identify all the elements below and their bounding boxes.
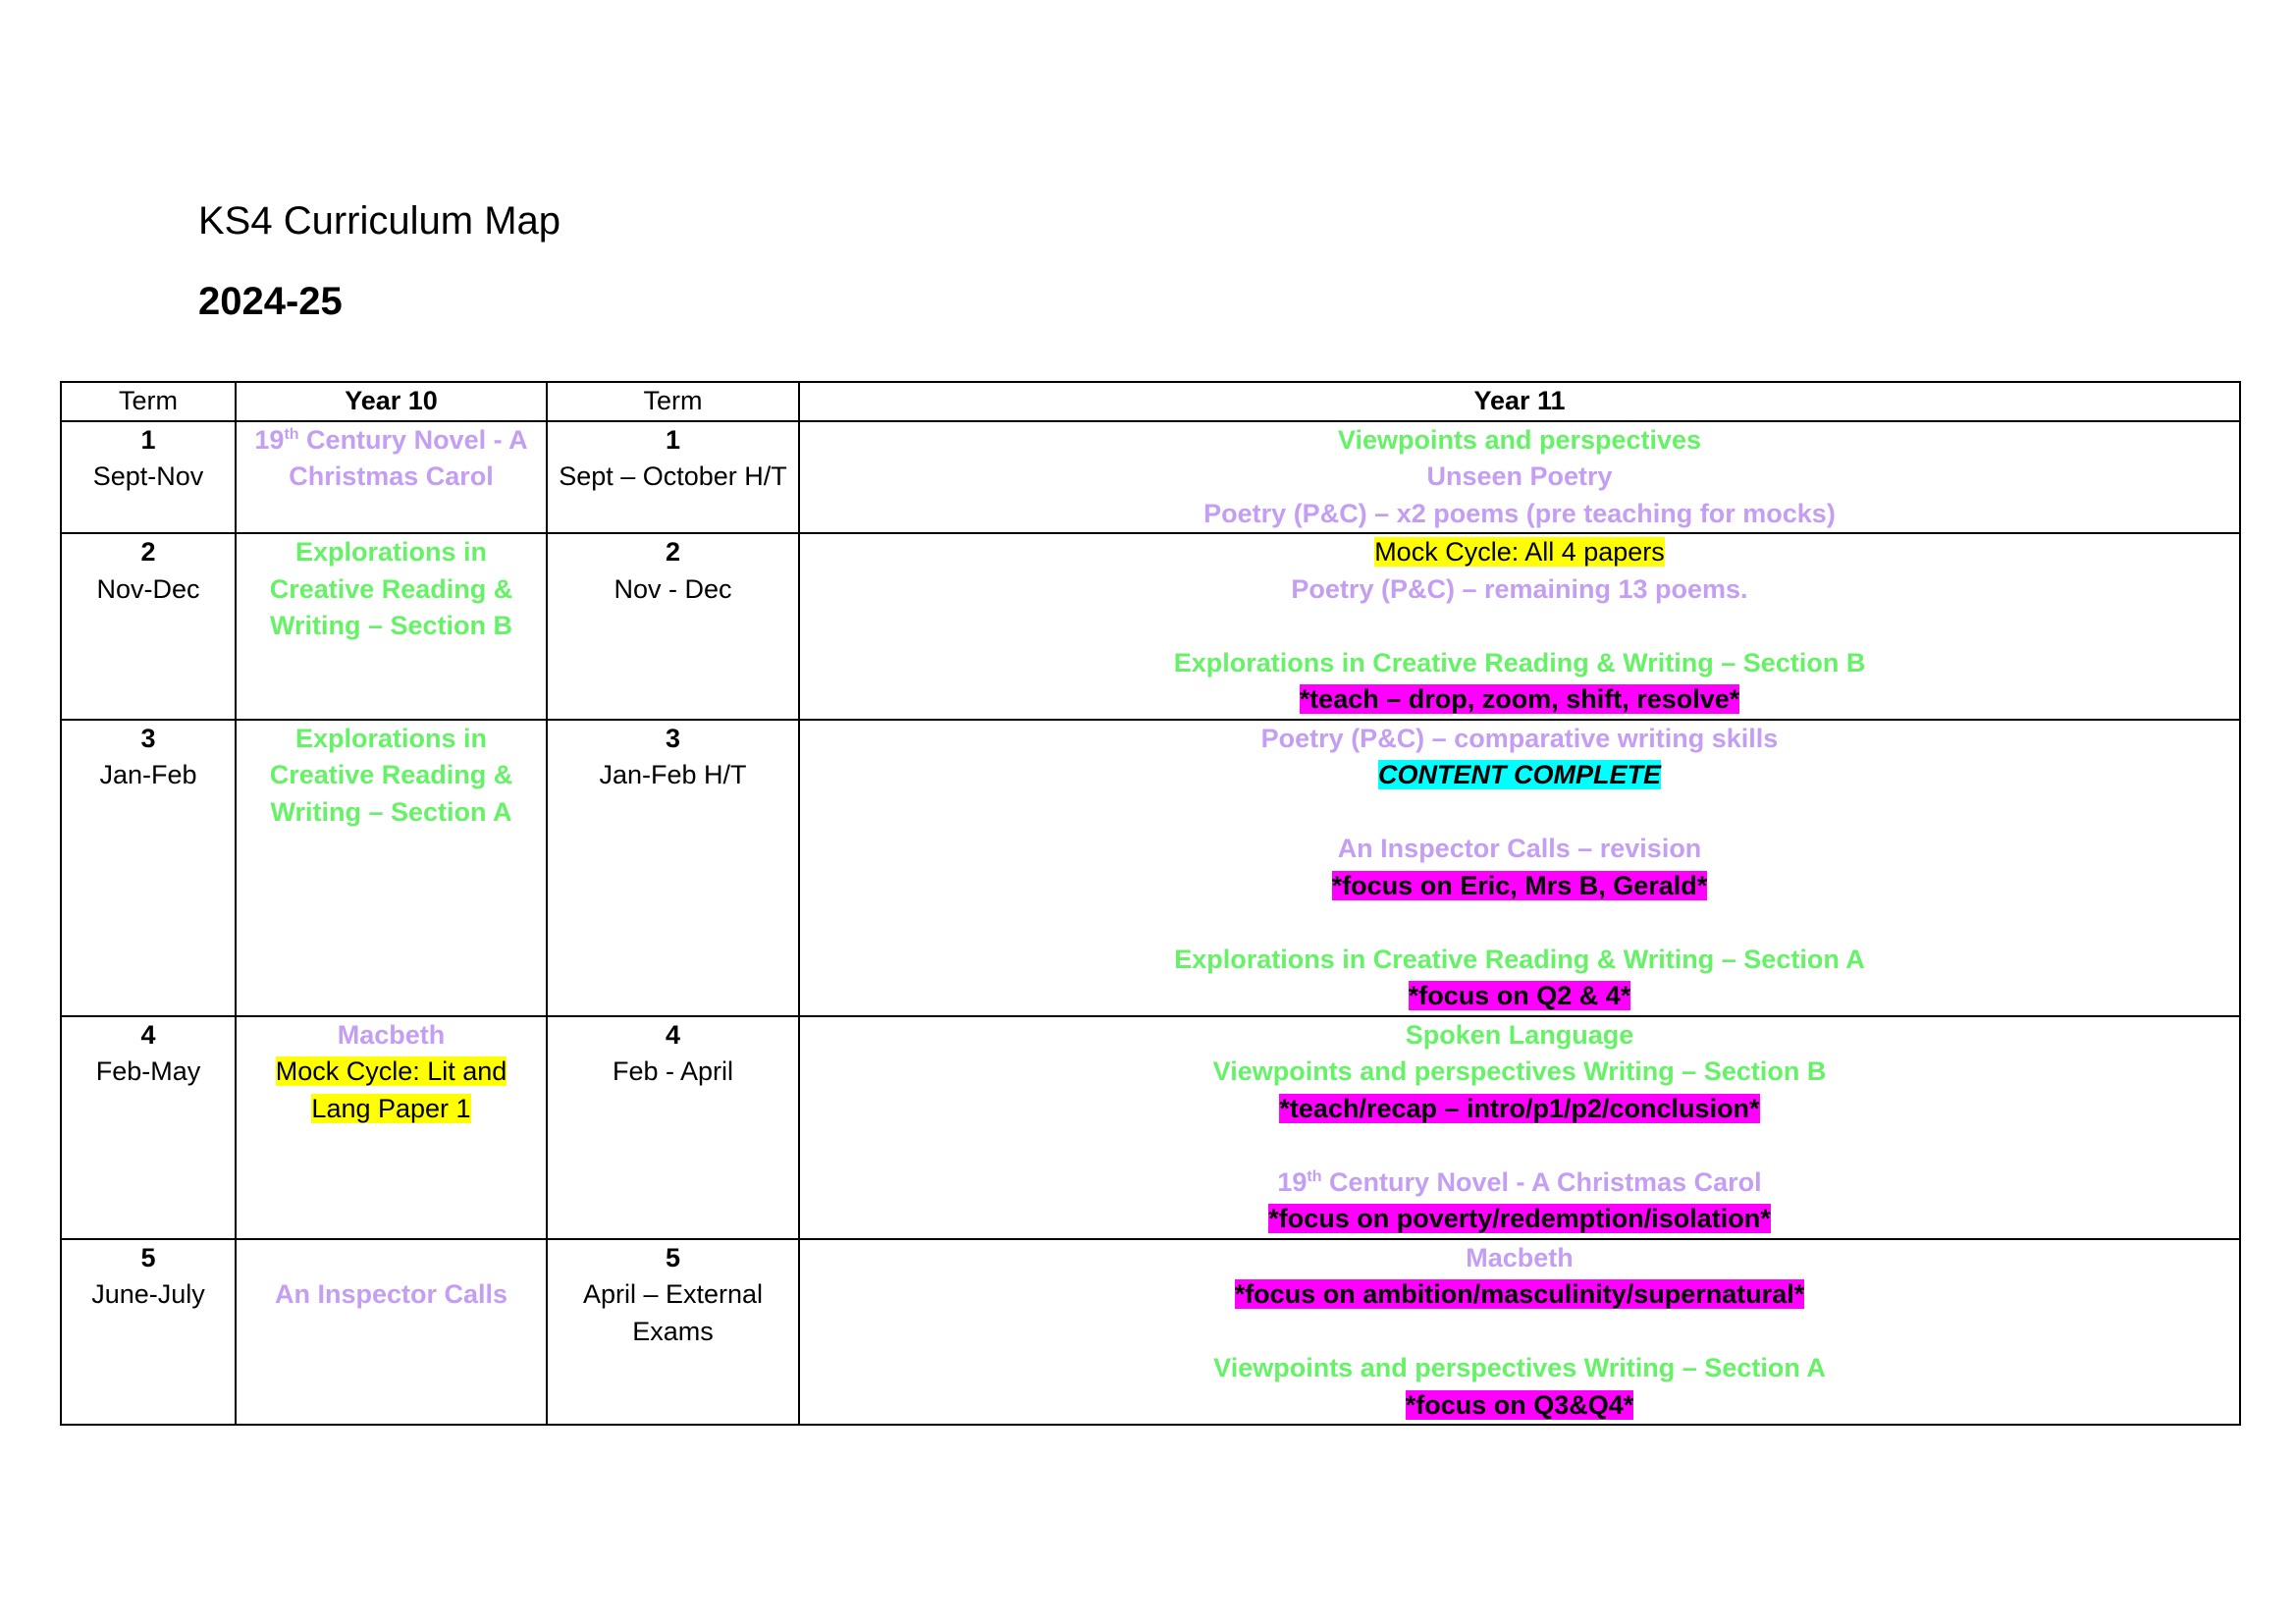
term-cell [61, 1016, 236, 1239]
focus-note: *focus on Q2 & 4* [1408, 981, 1631, 1010]
topic-text: Century Novel - A Christmas Carol [1321, 1166, 1762, 1197]
term-number: 4 [665, 1019, 681, 1050]
y11-topic: Explorations in Creative Reading & Writing – Section B [1173, 647, 1866, 677]
y11-topic: Unseen Poetry [1426, 461, 1613, 491]
focus-note: *teach/recap – intro/p1/p2/conclusion* [1279, 1093, 1760, 1123]
term-number: 1 [140, 424, 156, 455]
table-row [61, 1016, 2240, 1239]
term-number: 5 [665, 1242, 681, 1272]
table-row [61, 533, 2240, 720]
y10-topic: Explorations in Creative Reading & Writing – Section A [269, 723, 513, 827]
term-cell [547, 1016, 799, 1239]
year10-content-cell [236, 1239, 547, 1426]
header-year-10: Year 10 [236, 382, 547, 421]
focus-note: *teach – drop, zoom, shift, resolve* [1299, 684, 1740, 714]
focus-note: *focus on Q3&Q4* [1405, 1389, 1634, 1420]
y11-topic: Macbeth [1466, 1242, 1574, 1272]
term-range: Jan-Feb [99, 760, 197, 789]
y10-topic: Macbeth [337, 1019, 446, 1050]
term-range: Jan-Feb H/T [599, 760, 747, 789]
year11-content-cell [799, 1016, 2240, 1239]
y11-topic: Poetry (P&C) – comparative writing skills [1260, 723, 1779, 753]
header-year-11: Year 11 [799, 382, 2240, 421]
curriculum-table [60, 381, 2241, 1426]
term-number: 1 [665, 424, 681, 455]
term-range: Sept-Nov [92, 461, 204, 491]
term-cell [547, 533, 799, 720]
y10-topic: An Inspector Calls [274, 1279, 508, 1309]
table-row [61, 421, 2240, 534]
table-header-row [61, 382, 2240, 421]
term-cell [61, 1239, 236, 1426]
academic-year: 2024-25 [198, 280, 343, 323]
focus-note: *focus on Eric, Mrs B, Gerald* [1331, 870, 1708, 900]
ordinal-suffix: th [1307, 1167, 1322, 1185]
y11-topic: Viewpoints and perspectives Writing – Section B [1212, 1056, 1827, 1086]
ordinal-suffix: th [284, 425, 299, 443]
y11-topic: Viewpoints and perspectives Writing – Section A [1213, 1353, 1826, 1382]
year10-content-cell [236, 720, 547, 1016]
year10-content-cell [236, 1016, 547, 1239]
y11-topic: Explorations in Creative Reading & Writing – Section A [1174, 944, 1865, 974]
table-row [61, 1239, 2240, 1426]
year11-content-cell [799, 1239, 2240, 1426]
topic-number: 19 [1277, 1166, 1308, 1197]
term-cell [547, 720, 799, 1016]
term-range: Feb - April [612, 1056, 734, 1086]
focus-note: *focus on poverty/redemption/isolation* [1268, 1204, 1771, 1233]
header-term-y10: Term [61, 382, 236, 421]
year11-content-cell [799, 421, 2240, 534]
page-title: KS4 Curriculum Map [198, 199, 561, 243]
y11-topic: Spoken Language [1405, 1019, 1634, 1050]
topic-text: Century Novel - A Christmas Carol [289, 424, 528, 491]
term-range: Sept – October H/T [559, 461, 787, 491]
year10-content-cell [236, 421, 547, 534]
term-range: Nov - Dec [614, 573, 732, 604]
term-number: 2 [140, 537, 156, 567]
term-number: 4 [140, 1019, 156, 1050]
year11-content-cell [799, 533, 2240, 720]
term-cell [61, 533, 236, 720]
term-range: Feb-May [95, 1056, 201, 1086]
term-range: June-July [91, 1279, 205, 1309]
term-range: April – External Exams [582, 1279, 764, 1346]
y11-topic: Poetry (P&C) – remaining 13 poems. [1291, 573, 1748, 604]
term-number: 2 [665, 537, 681, 567]
header-term-y11: Term [547, 382, 799, 421]
content-complete-badge: CONTENT COMPLETE [1378, 760, 1661, 789]
y11-topic: Viewpoints and perspectives [1337, 424, 1702, 455]
year10-content-cell [236, 533, 547, 720]
term-number: 3 [140, 723, 156, 753]
year11-content-cell [799, 720, 2240, 1016]
focus-note: *focus on ambition/masculinity/supernatural* [1234, 1279, 1805, 1309]
term-cell [547, 1239, 799, 1426]
term-number: 3 [665, 723, 681, 753]
term-number: 5 [140, 1242, 156, 1272]
term-cell [61, 720, 236, 1016]
term-cell [547, 421, 799, 534]
y11-topic [806, 1164, 2233, 1202]
topic-number: 19 [254, 424, 285, 455]
term-cell [61, 421, 236, 534]
mock-cycle-highlight: Mock Cycle: All 4 papers [1374, 537, 1665, 567]
y10-topic: Explorations in Creative Reading & Writing – Section B [269, 537, 513, 640]
y10-topic [254, 425, 527, 492]
term-range: Nov-Dec [96, 573, 200, 604]
table-row [61, 720, 2240, 1016]
y11-topic: Poetry (P&C) – x2 poems (pre teaching for mocks) [1203, 498, 1836, 528]
y11-topic: An Inspector Calls – revision [1337, 834, 1702, 863]
mock-cycle-highlight: Mock Cycle: Lit and Lang Paper 1 [275, 1056, 507, 1123]
